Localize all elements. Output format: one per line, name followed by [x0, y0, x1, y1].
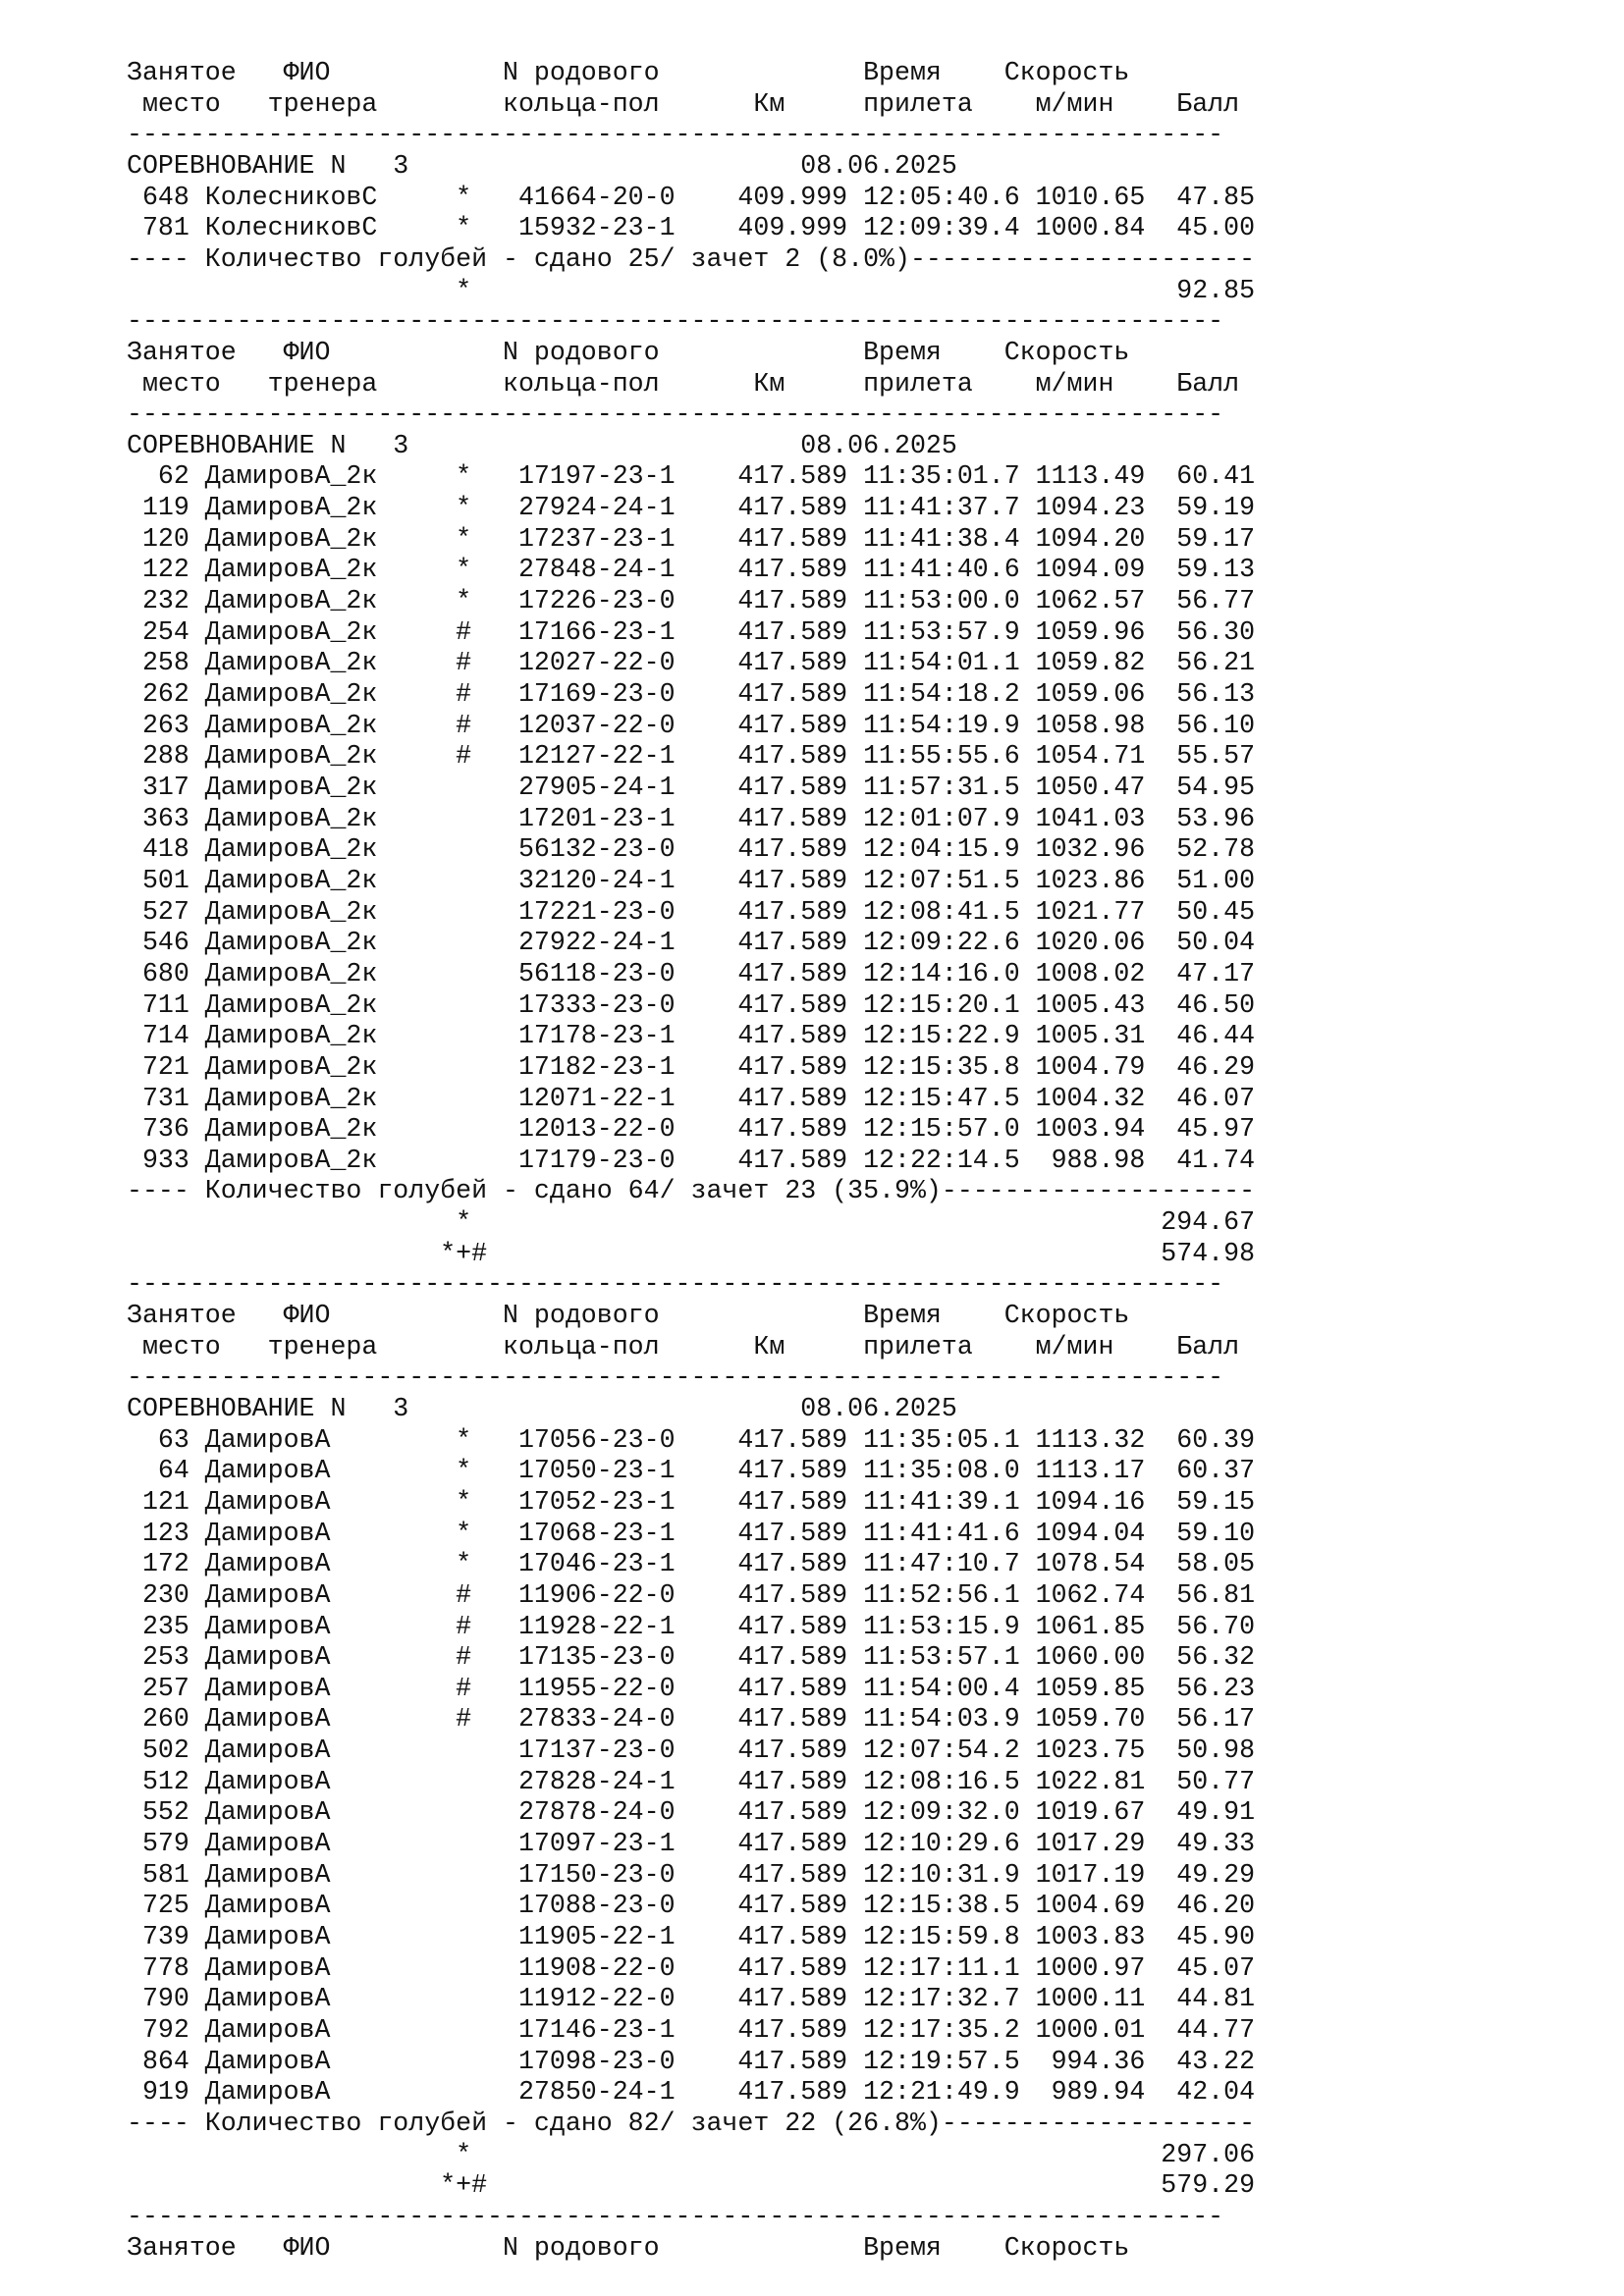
result-row: 711 ДамировА_2к 17333-23-0 417.589 12:15:20.1 1005.43 46.50: [127, 989, 1256, 1020]
result-row: 546 ДамировА_2к 27922-24-1 417.589 12:09:22.6 1020.06 50.04: [127, 928, 1256, 958]
result-row: 363 ДамировА_2к 17201-23-1 417.589 12:01:07.9 1041.03 53.96: [127, 803, 1256, 833]
result-row: 257 ДамировА # 11955-22-0 417.589 11:54:00.4 1059.85 56.23: [127, 1673, 1256, 1703]
competition-header: СОРЕВНОВАНИЕ N 3 08.06.2025: [127, 150, 957, 181]
result-row: 172 ДамировА * 17046-23-1 417.589 11:47:10.7 1078.54 58.05: [127, 1549, 1256, 1579]
result-row: 778 ДамировА 11908-22-0 417.589 12:17:11.1 1000.97 45.07: [127, 1952, 1256, 1983]
result-row: 552 ДамировА 27878-24-0 417.589 12:09:32.0 1019.67 49.91: [127, 1797, 1256, 1828]
result-row: 739 ДамировА 11905-22-1 417.589 12:15:59.8 1003.83 45.90: [127, 1922, 1256, 1951]
column-header-line: Занятое ФИО N родового Время Скорость: [127, 58, 1130, 87]
section-summary: ---- Количество голубей - сдано 82/ зачет 22 (26.8%)--------------------: [127, 2108, 1256, 2138]
result-row: 254 ДамировА_2к # 17166-23-1 417.589 11:53:57.9 1059.96 56.30: [127, 616, 1256, 647]
result-row: 64 ДамировА * 17050-23-1 417.589 11:35:08.0 1113.17 60.37: [127, 1456, 1256, 1486]
result-row: 864 ДамировА 17098-23-0 417.589 12:19:57.5 994.36 43.22: [127, 2046, 1256, 2076]
section-summary: ---- Количество голубей - сдано 25/ зачет 2 (8.0%)----------------------: [127, 243, 1256, 274]
result-row: 579 ДамировА 17097-23-1 417.589 12:10:29.6 1017.29 49.33: [127, 1829, 1256, 1858]
result-row: 317 ДамировА_2к 27905-24-1 417.589 11:57:31.5 1050.47 54.95: [127, 772, 1256, 802]
points-total-line: * 297.06: [127, 2139, 1256, 2169]
column-header-line: Занятое ФИО N родового Время Скорость: [127, 2232, 1130, 2263]
divider-line: ----------------------------------------------------------------------: [127, 1362, 1224, 1393]
result-row: 919 ДамировА 27850-24-1 417.589 12:21:49.9 989.94 42.04: [127, 2077, 1256, 2108]
result-row: 121 ДамировА * 17052-23-1 417.589 11:41:39.1 1094.16 59.15: [127, 1486, 1256, 1517]
result-row: 790 ДамировА 11912-22-0 417.589 12:17:32.7 1000.11 44.81: [127, 1984, 1256, 2014]
points-total-line: * 92.85: [127, 275, 1256, 305]
column-header-line: Занятое ФИО N родового Время Скорость: [127, 337, 1130, 367]
result-row: 120 ДамировА_2к * 17237-23-1 417.589 11:41:38.4 1094.20 59.17: [127, 523, 1256, 554]
divider-line: ----------------------------------------------------------------------: [127, 306, 1224, 337]
result-row: 736 ДамировА_2к 12013-22-0 417.589 12:15:57.0 1003.94 45.97: [127, 1114, 1256, 1145]
result-row: 232 ДамировА_2к * 17226-23-0 417.589 11:53:00.0 1062.57 56.77: [127, 586, 1256, 615]
points-total-line: * 294.67: [127, 1207, 1256, 1237]
competition-header: СОРЕВНОВАНИЕ N 3 08.06.2025: [127, 430, 957, 460]
column-subheader-line: место тренера кольца-пол Км прилета м/мин Балл: [127, 368, 1240, 399]
points-total-line: *+# 579.29: [127, 2170, 1256, 2201]
result-row: 648 КолесниковС * 41664-20-0 409.999 12:05:40.6 1010.65 47.85: [127, 182, 1256, 212]
section-summary: ---- Количество голубей - сдано 64/ зачет 23 (35.9%)--------------------: [127, 1176, 1256, 1206]
result-row: 680 ДамировА_2к 56118-23-0 417.589 12:14:16.0 1008.02 47.17: [127, 958, 1256, 988]
result-row: 933 ДамировА_2к 17179-23-0 417.589 12:22:14.5 988.98 41.74: [127, 1145, 1256, 1175]
result-row: 235 ДамировА # 11928-22-1 417.589 11:53:15.9 1061.85 56.70: [127, 1611, 1256, 1641]
result-row: 731 ДамировА_2к 12071-22-1 417.589 12:15:47.5 1004.32 46.07: [127, 1083, 1256, 1113]
points-total-line: *+# 574.98: [127, 1238, 1256, 1268]
result-row: 260 ДамировА # 27833-24-0 417.589 11:54:03.9 1059.70 56.17: [127, 1704, 1256, 1735]
result-row: 502 ДамировА 17137-23-0 417.589 12:07:54.2 1023.75 50.98: [127, 1735, 1256, 1766]
result-row: 501 ДамировА_2к 32120-24-1 417.589 12:07:51.5 1023.86 51.00: [127, 865, 1256, 895]
divider-line: ----------------------------------------------------------------------: [127, 400, 1224, 430]
result-row: 512 ДамировА 27828-24-1 417.589 12:08:16.5 1022.81 50.77: [127, 1766, 1256, 1796]
result-row: 119 ДамировА_2к * 27924-24-1 417.589 11:41:37.7 1094.23 59.19: [127, 493, 1256, 523]
result-row: 253 ДамировА # 17135-23-0 417.589 11:53:57.1 1060.00 56.32: [127, 1642, 1256, 1673]
result-row: 262 ДамировА_2к # 17169-23-0 417.589 11:54:18.2 1059.06 56.13: [127, 679, 1256, 709]
result-row: 63 ДамировА * 17056-23-0 417.589 11:35:05.1 1113.32 60.39: [127, 1424, 1256, 1455]
result-row: 792 ДамировА 17146-23-1 417.589 12:17:35.2 1000.01 44.77: [127, 2014, 1256, 2045]
column-subheader-line: место тренера кольца-пол Км прилета м/мин Балл: [127, 1331, 1240, 1362]
result-row: 714 ДамировА_2к 17178-23-1 417.589 12:15:22.9 1005.31 46.44: [127, 1021, 1256, 1051]
result-row: 123 ДамировА * 17068-23-1 417.589 11:41:41.6 1094.04 59.10: [127, 1518, 1256, 1548]
divider-line: ----------------------------------------------------------------------: [127, 120, 1224, 150]
column-subheader-line: место тренера кольца-пол Км прилета м/мин Балл: [127, 88, 1240, 119]
result-row: 581 ДамировА 17150-23-0 417.589 12:10:31.9 1017.19 49.29: [127, 1859, 1256, 1890]
result-row: 263 ДамировА_2к # 12037-22-0 417.589 11:54:19.9 1058.98 56.10: [127, 710, 1256, 740]
result-row: 230 ДамировА # 11906-22-0 417.589 11:52:56.1 1062.74 56.81: [127, 1579, 1256, 1610]
result-row: 62 ДамировА_2к * 17197-23-1 417.589 11:35:01.7 1113.49 60.41: [127, 461, 1256, 492]
divider-line: ----------------------------------------------------------------------: [127, 1269, 1224, 1300]
column-header-line: Занятое ФИО N родового Время Скорость: [127, 1301, 1130, 1330]
result-row: 418 ДамировА_2к 56132-23-0 417.589 12:04:15.9 1032.96 52.78: [127, 834, 1256, 865]
competition-header: СОРЕВНОВАНИЕ N 3 08.06.2025: [127, 1394, 957, 1423]
result-row: 527 ДамировА_2к 17221-23-0 417.589 12:08:41.5 1021.77 50.45: [127, 896, 1256, 927]
result-row: 725 ДамировА 17088-23-0 417.589 12:15:38.5 1004.69 46.20: [127, 1891, 1256, 1921]
divider-line: ----------------------------------------------------------------------: [127, 2201, 1224, 2231]
result-row: 781 КолесниковС * 15932-23-1 409.999 12:09:39.4 1000.84 45.00: [127, 213, 1256, 243]
result-row: 122 ДамировА_2к * 27848-24-1 417.589 11:41:40.6 1094.09 59.13: [127, 555, 1256, 585]
result-row: 288 ДамировА_2к # 12127-22-1 417.589 11:55:55.6 1054.71 55.57: [127, 741, 1256, 772]
result-row: 721 ДамировА_2к 17182-23-1 417.589 12:15:35.8 1004.79 46.29: [127, 1051, 1256, 1082]
result-row: 258 ДамировА_2к # 12027-22-0 417.589 11:54:01.1 1059.82 56.21: [127, 648, 1256, 678]
